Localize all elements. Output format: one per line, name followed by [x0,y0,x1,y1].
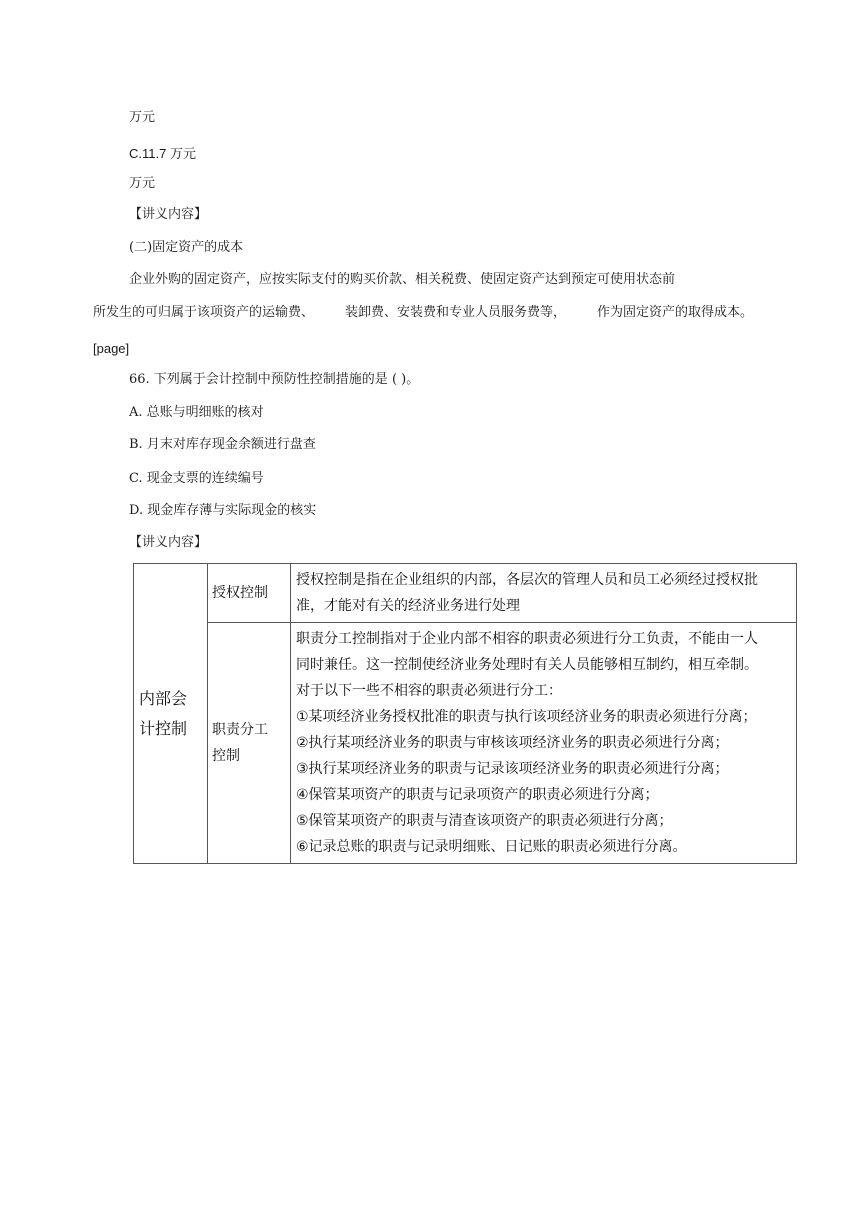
option-b: B. 月末对库存现金余额进行盘查 [129,437,316,452]
table-row [134,564,797,623]
description-line: ①某项经济业务授权批准的职责与执行该项经济业务的职责必须进行分离； [296,709,757,725]
lecture-heading-1: 【讲义内容】 [129,207,208,222]
description-line: ⑤保管某项资产的职责与清查该项资产的职责必须进行分离； [296,813,673,829]
option-c: C. 现金支票的连续编号 [129,471,264,486]
table-row [134,623,797,864]
description-line: ④保管某项资产的职责与记录项资产的职责必须进行分离； [296,787,659,803]
description-line: 对于以下一些不相容的职责必须进行分工： [296,683,562,699]
authorization-control-name-cell [208,564,291,623]
paragraph-line-2-part-c: 作为固定资产的取得成本。 [596,305,753,320]
paragraph-line-2-part-a: 所发生的可归属于该项资产的运输费、 [93,305,315,320]
duty-separation-description-cell [291,623,797,864]
paragraph-line-1: 企业外购的固定资产，应按实际支付的购买价款、相关税费、使固定资产达到预定可使用状态前 [129,272,676,287]
description-line: ③执行某项经济业务的职责与记录该项经济业务的职责必须进行分离； [296,761,729,777]
option-a: A. 总账与明细账的核对 [129,405,264,420]
text-line-unit-2: 万元 [129,176,156,191]
option-c-line: C.11.7 万元 [129,146,196,161]
text-line-unit-1: 万元 [129,110,156,125]
category-cell [134,564,208,864]
description-line: 同时兼任。这一控制使经济业务处理时有关人员能够相互制约，相互牵制。 [296,657,758,673]
option-d: D. 现金库存薄与实际现金的核实 [129,503,317,518]
paragraph-line-2-part-b: 装卸费、安装费和专业人员服务费等， [344,305,566,320]
duty-separation-name-cell [208,623,291,864]
authorization-control-description-cell [291,564,797,623]
paragraph-line-2 [93,305,753,321]
description-line: 授权控制是指在企业组织的内部，各层次的管理人员和员工必须经过授权批 [296,572,758,588]
question-66: 66. 下列属于会计控制中预防性控制措施的是 ( )。 [129,372,420,387]
lecture-heading-2: 【讲义内容】 [129,535,208,550]
category-label-line-1: 内部会 [139,688,188,708]
duty-separation-name-line-1: 职责分工 [212,722,268,738]
category-label-line-2: 计控制 [139,718,188,738]
section-title-fixed-asset-cost: (二)固定资产的成本 [129,240,244,255]
description-line: ⑥记录总账的职责与记录明细账、日记账的职责必须进行分离。 [296,839,687,855]
description-line: ②执行某项经济业务的职责与审核该项经济业务的职责必须进行分离； [296,735,729,751]
authorization-control-name: 授权控制 [212,585,268,601]
description-line: 职责分工控制指对于企业内部不相容的职责必须进行分工负责，不能由一人 [296,631,758,647]
page-marker: [page] [93,341,130,356]
description-line: 准，才能对有关的经济业务进行处理 [296,598,520,614]
internal-control-table [133,563,797,864]
duty-separation-name-line-2: 控制 [212,748,240,764]
